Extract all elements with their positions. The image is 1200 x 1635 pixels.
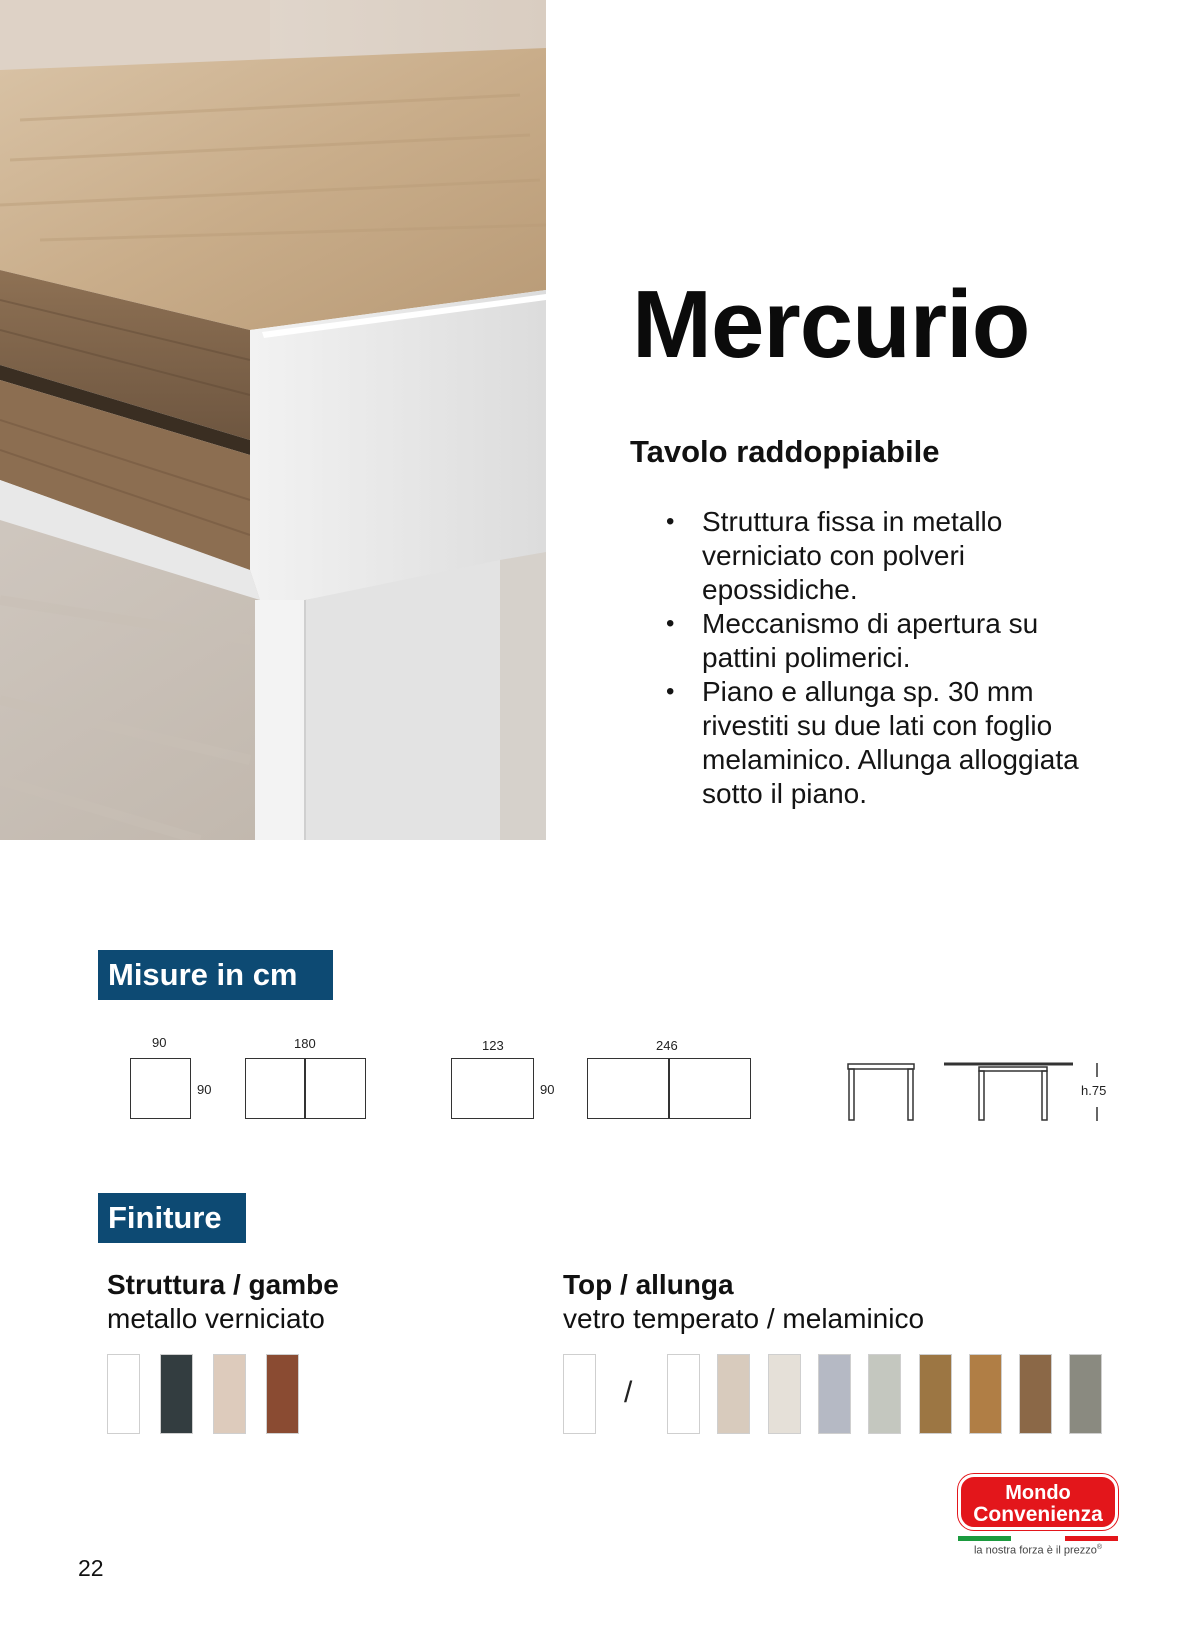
finishes-section-label: Finiture bbox=[98, 1193, 246, 1243]
color-swatch bbox=[213, 1354, 246, 1434]
top-finish-heading bbox=[563, 1268, 924, 1336]
brand-logo bbox=[958, 1474, 1118, 1557]
brand-name-line1: Mondo bbox=[1005, 1482, 1071, 1504]
extension-divider bbox=[668, 1058, 670, 1119]
closed-table-outline bbox=[130, 1058, 191, 1119]
width-closed-label: 123 bbox=[482, 1038, 504, 1053]
height-label: h.75 bbox=[1081, 1083, 1107, 1098]
width-closed-label: 90 bbox=[152, 1035, 167, 1050]
page-number: 22 bbox=[78, 1555, 104, 1581]
color-swatch bbox=[1069, 1354, 1102, 1434]
depth-label: 90 bbox=[540, 1082, 555, 1097]
color-swatch bbox=[563, 1354, 596, 1434]
color-swatch bbox=[107, 1354, 140, 1434]
color-swatch bbox=[717, 1354, 750, 1434]
structure-finish-material: metallo verniciato bbox=[107, 1303, 325, 1334]
product-photo bbox=[0, 0, 546, 840]
width-open-label: 180 bbox=[294, 1036, 316, 1051]
closed-table-outline bbox=[451, 1058, 534, 1119]
finish-separator: / bbox=[624, 1376, 633, 1409]
italian-flag-stripe bbox=[958, 1536, 1118, 1541]
color-swatch bbox=[868, 1354, 901, 1434]
color-swatch bbox=[919, 1354, 952, 1434]
measures-section-label: Misure in cm bbox=[98, 950, 333, 1000]
logo-badge bbox=[958, 1474, 1118, 1530]
color-swatch bbox=[667, 1354, 700, 1434]
side-view-icon bbox=[840, 1055, 1100, 1125]
feature-item: • Meccanismo di apertura su pattini polimerici. bbox=[666, 607, 1096, 675]
top-finish-title: Top / allunga bbox=[563, 1269, 734, 1300]
top-finish-material: vetro temperato / melaminico bbox=[563, 1303, 925, 1334]
feature-list bbox=[666, 505, 1096, 811]
color-swatch bbox=[160, 1354, 193, 1434]
structure-finish-title: Struttura / gambe bbox=[107, 1269, 339, 1300]
color-swatch bbox=[1019, 1354, 1052, 1434]
color-swatch bbox=[768, 1354, 801, 1434]
color-swatch bbox=[969, 1354, 1002, 1434]
depth-label: 90 bbox=[197, 1082, 212, 1097]
structure-finish-heading bbox=[107, 1268, 339, 1336]
color-swatch bbox=[266, 1354, 299, 1434]
product-title: Mercurio bbox=[632, 271, 1030, 378]
brand-tagline: la nostra forza è il prezzo® bbox=[973, 1544, 1103, 1557]
width-open-label: 246 bbox=[656, 1038, 678, 1053]
open-table-outline bbox=[245, 1058, 366, 1119]
color-swatch bbox=[818, 1354, 851, 1434]
extension-divider bbox=[304, 1058, 306, 1119]
feature-item: • Struttura fissa in metallo verniciato con polveri epossidiche. bbox=[666, 505, 1096, 607]
product-subtitle: Tavolo raddoppiabile bbox=[630, 434, 940, 469]
feature-item: • Piano e allunga sp. 30 mm rivestiti su due lati con foglio melaminico. Allunga alloggiata sotto il piano. bbox=[666, 675, 1096, 811]
brand-name-line2: Convenienza bbox=[973, 1503, 1103, 1526]
